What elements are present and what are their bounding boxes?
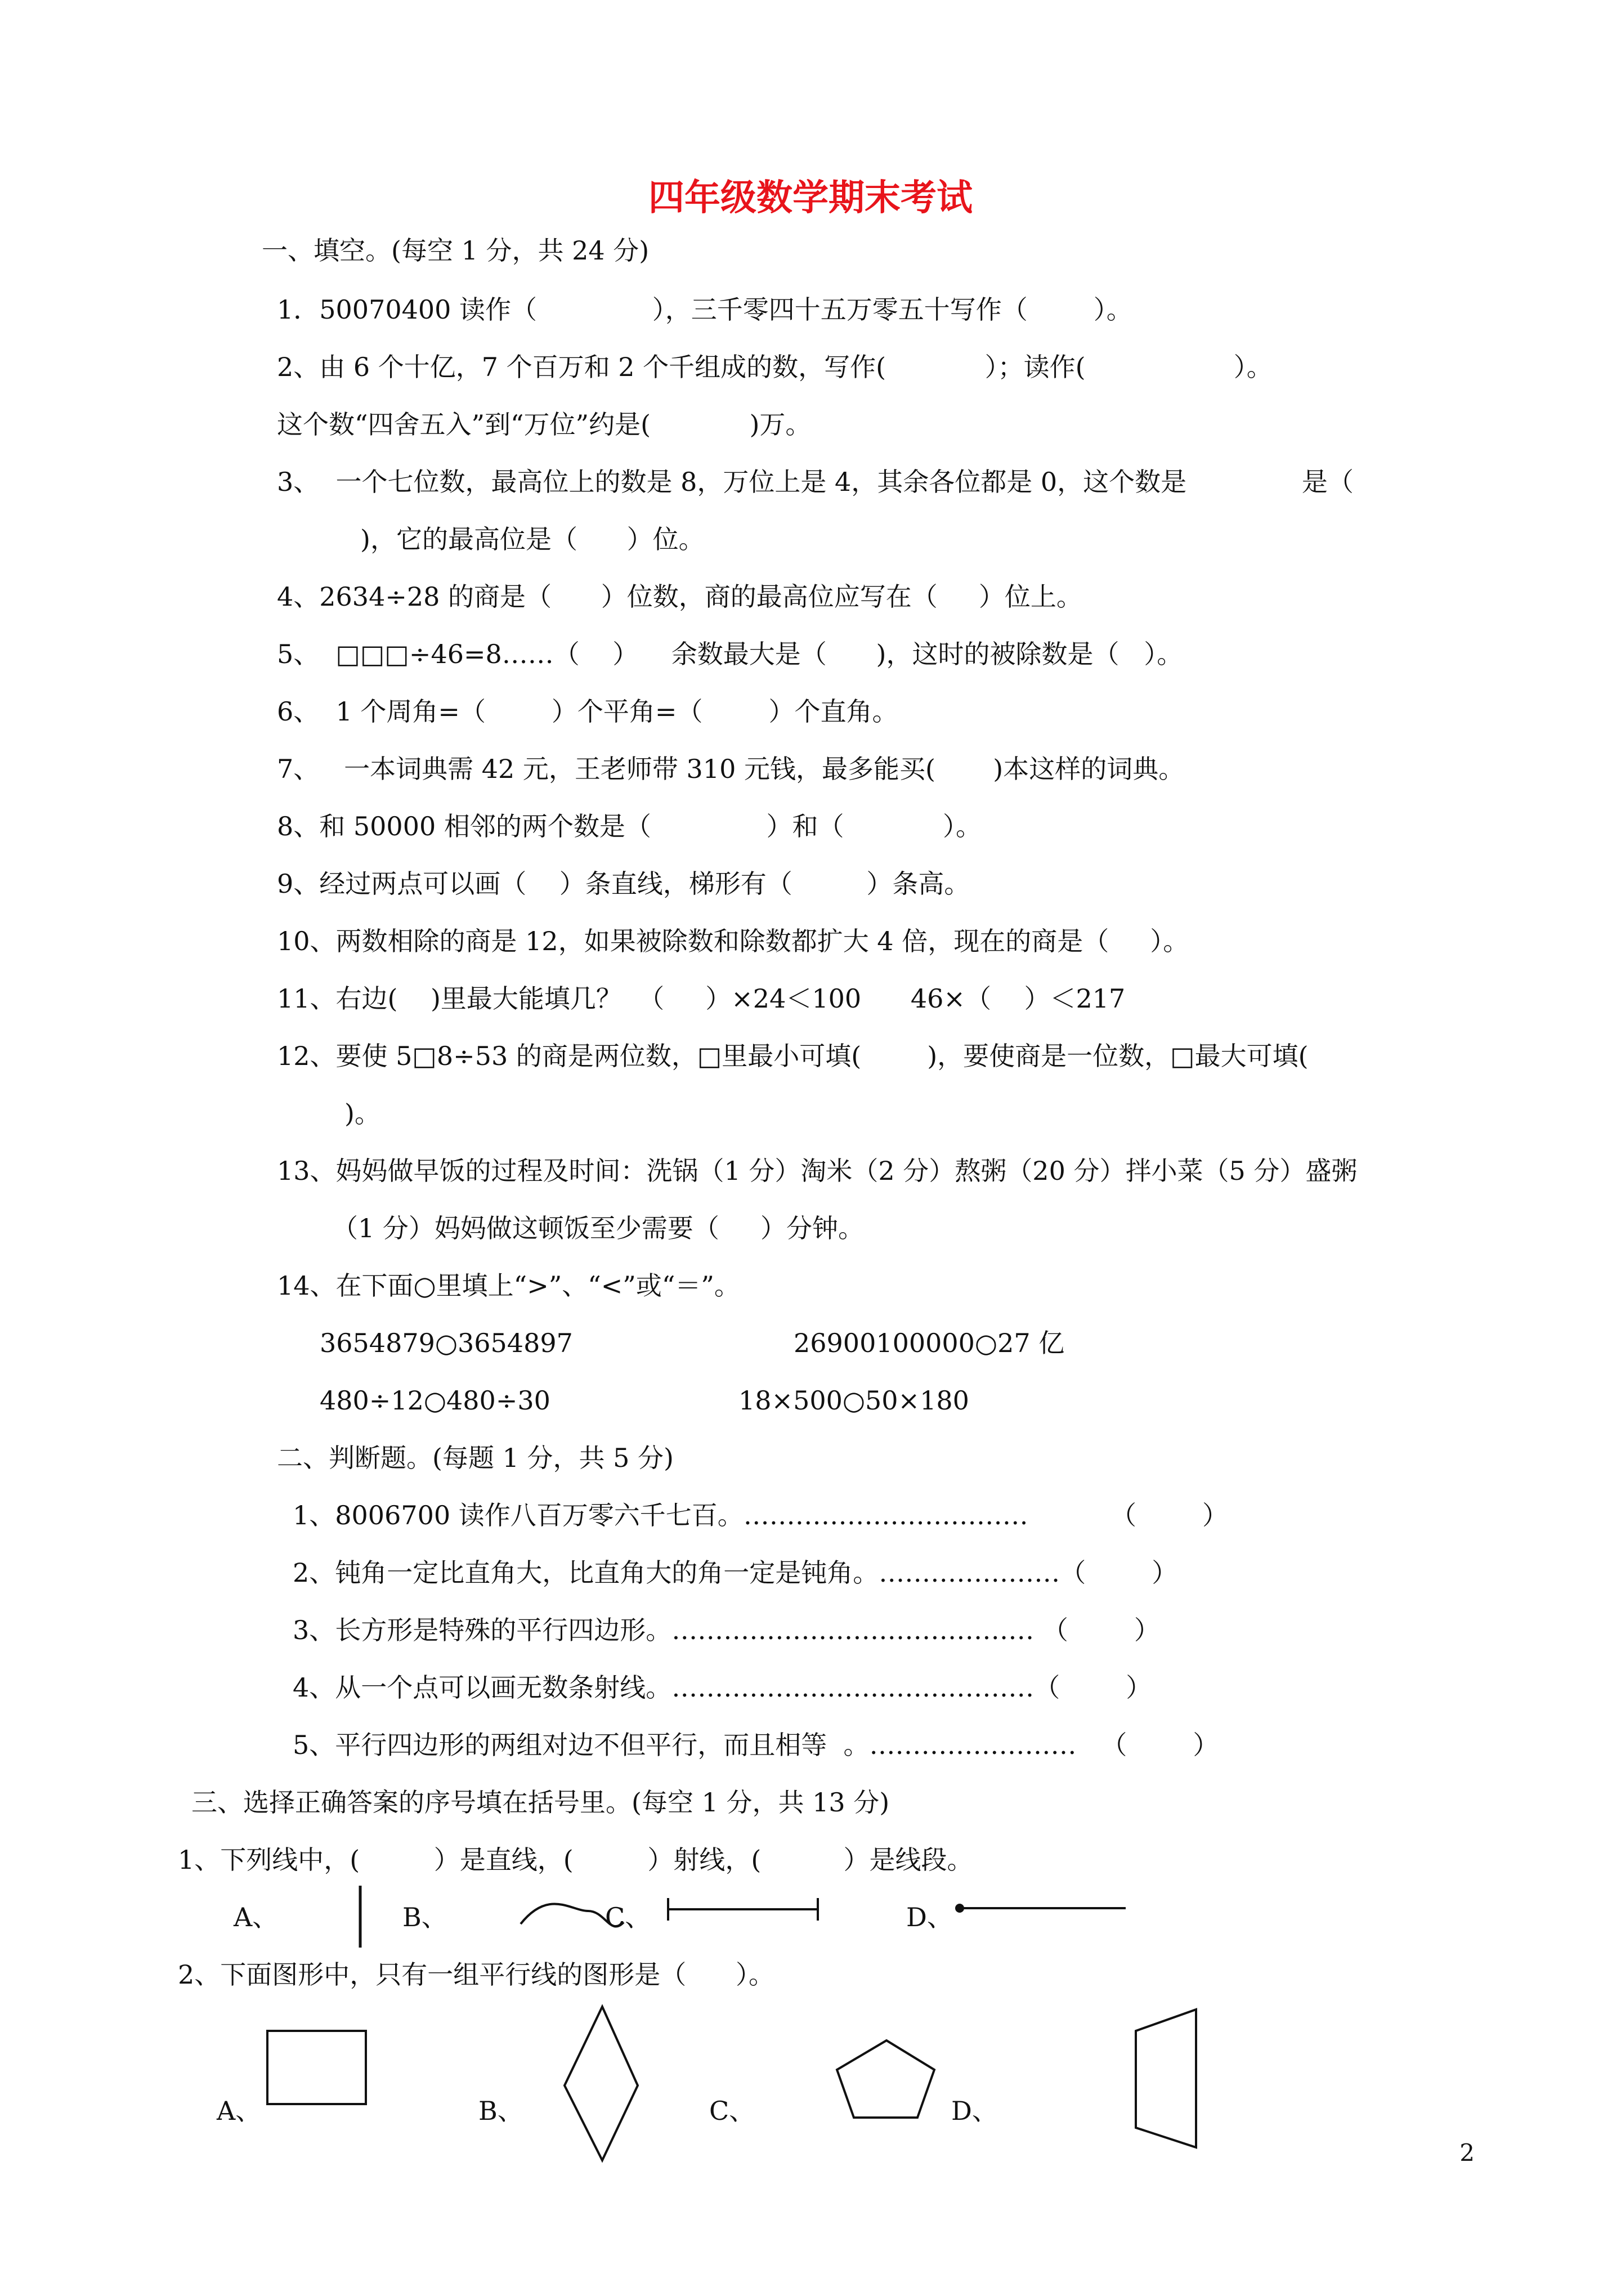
rectangle-figure-a xyxy=(267,2031,366,2104)
section-3-header: 三、选择正确答案的序号填在括号里。(每空 1 分，共 13 分) xyxy=(191,1787,890,1818)
page-number: 2 xyxy=(1459,2139,1475,2167)
question-line: 7、 一本词典需 42 元，王老师带 310 元钱，最多能买( )本这样的词典。 xyxy=(277,754,1185,784)
question-line: 10、两数相除的商是 12，如果被除数和除数都扩大 4 倍，现在的商是（ ）。 xyxy=(277,926,1189,956)
question-line: 13、妈妈做早饭的过程及时间：洗锅（1 分）淘米（2 分）熬粥（20 分）拌小菜（5 分）盛粥 xyxy=(277,1156,1358,1186)
question-line: 12、要使 5□8÷53 的商是两位数，□里最小可填( )，要使商是一位数，□最大可填( xyxy=(277,1041,1309,1071)
question-line: 9、经过两点可以画（ ）条直线，梯形有（ ）条高。 xyxy=(277,869,970,899)
section-2-header: 二、判断题。(每题 1 分，共 5 分) xyxy=(277,1443,674,1473)
question-line: （1 分）妈妈做这顿饭至少需要（ ）分钟。 xyxy=(332,1213,864,1243)
question-line: 2、由 6 个十亿，7 个百万和 2 个千组成的数，写作( ）；读作( ）。 xyxy=(277,352,1273,382)
question-line: )。 xyxy=(344,1098,380,1129)
question-line: 4、2634÷28 的商是（ ）位数，商的最高位应写在（ ）位上。 xyxy=(277,581,1082,612)
question-line: 5、 □□□÷46=8……（ ） 余数最大是（ )，这时的被除数是（ ）。 xyxy=(277,639,1183,669)
question-line: 3、 一个七位数，最高位上的数是 8，万位上是 4，其余各位都是 0，这个数是 是（ xyxy=(277,467,1354,497)
trapezoid-figure-d xyxy=(1136,2009,1196,2147)
option-label: A、 xyxy=(217,2096,262,2126)
option-label: C、 xyxy=(709,2096,755,2126)
pentagon-figure-c xyxy=(837,2040,934,2118)
option-label: B、 xyxy=(402,1902,447,1932)
question-line: 8、和 50000 相邻的两个数是（ ）和（ ）。 xyxy=(277,811,982,842)
option-label: D、 xyxy=(906,1902,953,1932)
choice-question-1: 1、下列线中，( ）是直线，( ）射线，( ）是线段。 xyxy=(178,1845,973,1875)
choice-question-2: 2、下面图形中，只有一组平行线的图形是（ ）。 xyxy=(178,1959,774,1990)
section-1-header: 一、填空。(每空 1 分，共 24 分) xyxy=(262,235,650,266)
option-label: A、 xyxy=(234,1902,279,1932)
question-line: 6、 1 个周角=（ ）个平角=（ ）个直角。 xyxy=(277,696,898,727)
judge-item: 4、从一个点可以画无数条射线。……………………………………（ ） xyxy=(293,1672,1152,1703)
option-label: D、 xyxy=(951,2096,998,2126)
judge-item: 5、平行四边形的两组对边不但平行，而且相等 。…………………… （ ） xyxy=(293,1730,1219,1760)
question-line: 14、在下面○里填上“>”、“<”或“＝”。 xyxy=(277,1270,740,1301)
compare-item: 26900100000○27 亿 xyxy=(794,1328,1065,1358)
judge-item: 3、长方形是特殊的平行四边形。…………………………………… （ ） xyxy=(293,1615,1160,1645)
compare-item: 18×500○50×180 xyxy=(738,1385,969,1416)
question-line: 11、右边( )里最大能填几？ （ ）×24＜100 46×（ ）＜217 xyxy=(277,983,1126,1014)
judge-item: 2、钝角一定比直角大，比直角大的角一定是钝角。…………………（ ） xyxy=(293,1557,1178,1588)
option-label: C、 xyxy=(605,1902,651,1932)
question-line: 这个数“四舍五入”到“万位”约是( )万。 xyxy=(277,409,812,440)
question-line: 1．50070400 读作（ ），三千零四十五万零五十写作（ ）。 xyxy=(277,294,1132,325)
option-label: B、 xyxy=(478,2096,523,2126)
judge-item: 1、8006700 读作八百万零六千七百。…………………………… （ ） xyxy=(293,1500,1228,1530)
compare-item: 3654879○3654897 xyxy=(320,1328,573,1358)
question-line: )，它的最高位是（ ）位。 xyxy=(360,524,705,554)
rhombus-figure-b xyxy=(565,2007,638,2160)
page-title: 四年级数学期末考试 xyxy=(648,177,973,219)
curve-figure-b xyxy=(521,1904,624,1926)
compare-item: 480÷12○480÷30 xyxy=(320,1385,550,1416)
